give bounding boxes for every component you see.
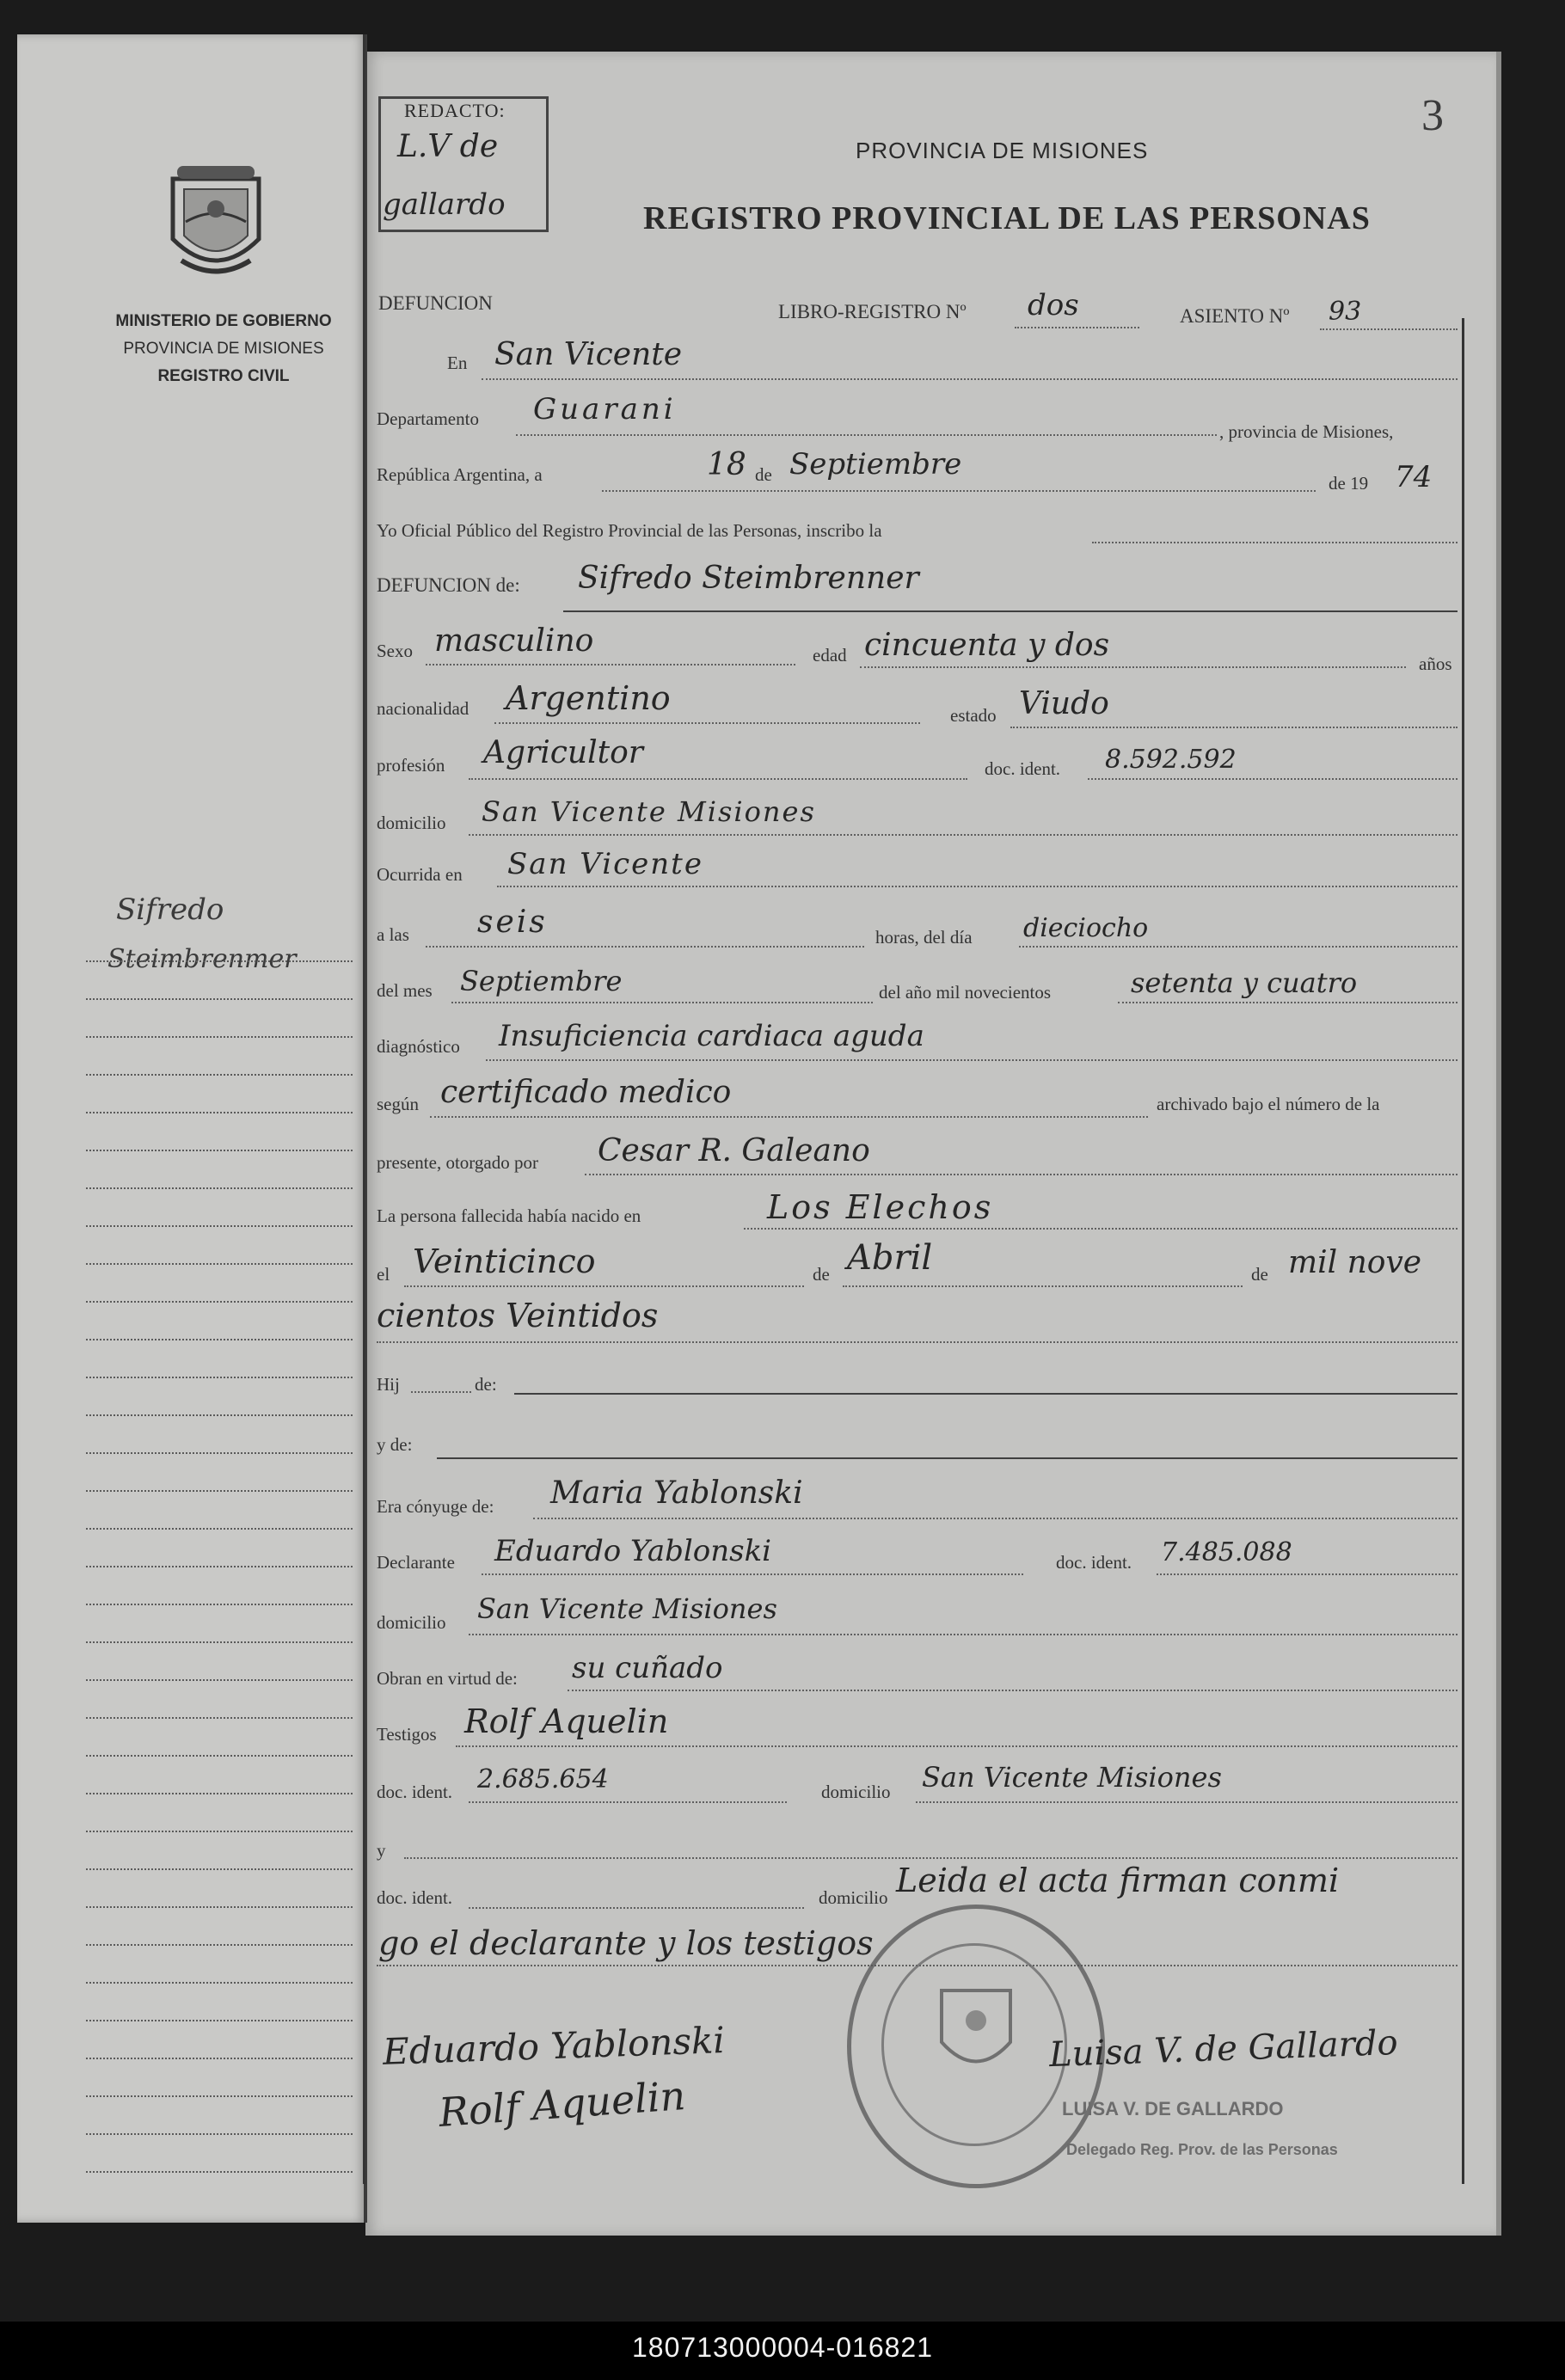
form-right-border [1462, 318, 1464, 2184]
hora-value: seis [477, 905, 548, 940]
ocurrida-dots [497, 886, 1458, 887]
testigo-doc-label: doc. ident. [377, 1782, 453, 1802]
page-number: 3 [1421, 91, 1444, 140]
dia-texto-dots [1019, 946, 1458, 948]
asiento-dots [1320, 328, 1458, 330]
sexo-label: Sexo [377, 641, 413, 661]
doc-ident-dots [1088, 778, 1458, 780]
estado-label: estado [950, 705, 997, 726]
diagnostico-value: Insuficiencia cardiaca aguda [499, 1019, 924, 1053]
testigo-domicilio-label: domicilio [821, 1782, 891, 1802]
testigo-doc-dots [469, 1801, 787, 1803]
nac-mes-dots [843, 1285, 1243, 1287]
mes-value: Septiembre [789, 447, 962, 482]
hij-label: Hij [377, 1374, 400, 1395]
nac-ano-value-1: mil nove [1288, 1245, 1422, 1280]
ocurrida-label: Ocurrida en [377, 864, 463, 885]
nac-ano-dots [377, 1341, 1458, 1343]
declarante-label: Declarante [377, 1552, 455, 1573]
nacido-en-value: Los Elechos [767, 1188, 994, 1226]
obran-label: Obran en virtud de: [377, 1668, 518, 1689]
conyuge-label: Era cónyuge de: [377, 1496, 494, 1517]
nacido-label: La persona fallecida había nacido en [377, 1205, 641, 1226]
nombre-rule [563, 610, 1458, 612]
domicilio-value: San Vicente Misiones [482, 795, 816, 828]
redacto-handwriting-2: gallardo [383, 187, 506, 222]
ocurrida-value: San Vicente [507, 847, 703, 881]
presente-label: presente, otorgado por [377, 1152, 538, 1173]
testigo-domicilio-dots [916, 1801, 1458, 1803]
archive-id: 180713000004-016821 [632, 2332, 933, 2363]
y-de-label: y de: [377, 1434, 413, 1455]
libro-value: dos [1028, 288, 1079, 322]
form-left-border [363, 34, 365, 2184]
stamp-name-text: LUISA V. DE GALLARDO [1062, 2098, 1284, 2119]
registry-title: REGISTRO PROVINCIAL DE LAS PERSONAS [643, 200, 1371, 236]
ano-muerte-value: setenta y cuatro [1131, 966, 1358, 999]
horas-label: horas, del día [875, 927, 973, 948]
nac-ano-value-2: cientos Veintidos [377, 1297, 659, 1334]
conyuge-value: Maria Yablonski [550, 1475, 803, 1511]
provincial-coat-of-arms-icon [160, 162, 272, 286]
y-de-rule [437, 1457, 1458, 1459]
segun-value: certificado medico [440, 1075, 732, 1110]
conyuge-dots [533, 1518, 1458, 1519]
hij-de-label: de: [475, 1374, 497, 1395]
nac-dia-value: Veinticinco [413, 1242, 596, 1280]
lugar-value: San Vicente [494, 337, 683, 372]
testigo-value: Rolf Aquelin [464, 1702, 669, 1740]
registry-label: REGISTRO CIVIL [157, 367, 290, 385]
yo-oficial-dots [1092, 542, 1458, 543]
declarante-domicilio-label: domicilio [377, 1612, 446, 1633]
declarante-domicilio-dots [469, 1634, 1458, 1635]
nacionalidad-label: nacionalidad [377, 698, 470, 719]
libro-label: LIBRO-REGISTRO Nº [778, 301, 967, 322]
departamento-value: Guarani [533, 392, 677, 426]
declarante-doc-dots [1157, 1573, 1458, 1575]
anos-label: años [1419, 653, 1452, 674]
fecha-dots [602, 490, 1316, 492]
y-dots [404, 1857, 1458, 1859]
signature-oficial: Luisa V. de Gallardo [1048, 2022, 1399, 2076]
hij-dots [411, 1391, 471, 1393]
testigo-doc-value: 2.685.654 [477, 1764, 609, 1794]
declarante-dots [482, 1573, 1023, 1575]
margin-name-first: Sifredo [116, 892, 224, 927]
testigo2-doc-label: doc. ident. [377, 1887, 453, 1908]
segun-label: según [377, 1094, 419, 1114]
archivado-label: archivado bajo el número de la [1157, 1094, 1380, 1114]
defuncion-de-label: DEFUNCION de: [377, 574, 520, 596]
profesion-dots [469, 778, 967, 780]
nombre-value: Sifredo Steimbrenner [578, 561, 919, 596]
nac-de-label-2: de [1251, 1264, 1268, 1285]
otorgado-dots [585, 1174, 1458, 1175]
diagnostico-label: diagnóstico [377, 1036, 460, 1057]
dia-value: 18 [707, 447, 746, 482]
left-caption [60, 308, 387, 390]
de-year-label: de 19 [1329, 473, 1369, 494]
nacionalidad-value: Argentino [506, 679, 671, 717]
en-dots [482, 378, 1458, 380]
leida-line-1: Leida el acta firman conmi [896, 1862, 1340, 1899]
leida-line-2: go el declarante y los testigos [378, 1924, 874, 1962]
diagnostico-dots [486, 1059, 1458, 1061]
margin-ruled-lines [86, 924, 353, 2173]
mes-muerte-value: Septiembre [460, 965, 623, 997]
el-label: el [377, 1264, 390, 1285]
ano-value: 74 [1395, 460, 1433, 494]
testigo2-doc-dots [469, 1907, 804, 1909]
estado-value: Viudo [1019, 686, 1109, 721]
a-las-label: a las [377, 924, 409, 945]
otorgado-por-value: Cesar R. Galeano [598, 1133, 870, 1169]
y-label: y [377, 1840, 386, 1861]
nacionalidad-dots [494, 722, 920, 724]
de-label: de [755, 464, 772, 485]
profesion-label: profesión [377, 755, 445, 776]
domicilio-label: domicilio [377, 813, 446, 833]
testigos-label: Testigos [377, 1724, 437, 1745]
nac-de-label-1: de [813, 1264, 830, 1285]
asiento-value: 93 [1329, 297, 1362, 327]
nac-mes-value: Abril [847, 1238, 933, 1278]
declarante-domicilio-value: San Vicente Misiones [477, 1592, 777, 1625]
redacto-label: REDACTO: [404, 100, 506, 121]
ministry-label: MINISTERIO DE GOBIERNO [115, 312, 332, 330]
testigo2-domicilio-label: domicilio [819, 1887, 888, 1908]
signature-testigo: Rolf Aquelin [437, 2072, 687, 2136]
declarante-value: Eduardo Yablonski [494, 1534, 772, 1568]
nacido-dots [744, 1228, 1458, 1230]
hora-dots [426, 946, 864, 948]
declarante-doc-value: 7.485.088 [1161, 1537, 1292, 1567]
declarante-doc-label: doc. ident. [1056, 1552, 1132, 1573]
ano-muerte-dots [1118, 1002, 1458, 1003]
edad-dots [860, 666, 1406, 668]
hij-de-rule [514, 1393, 1458, 1395]
defuncion-heading: DEFUNCION [378, 292, 493, 314]
del-ano-label: del año mil novecientos [879, 982, 1052, 1003]
margin-name-last: Steimbrenmer [107, 944, 297, 974]
mes-muerte-dots [451, 1002, 873, 1003]
sexo-value: masculino [434, 623, 594, 659]
asiento-label: ASIENTO Nº [1180, 305, 1290, 327]
doc-ident-value: 8.592.592 [1105, 745, 1237, 775]
nac-dia-dots [404, 1285, 804, 1287]
edad-label: edad [813, 645, 847, 666]
libro-dots [1015, 327, 1139, 328]
redacto-handwriting-1: L.V de [397, 129, 499, 164]
estado-dots [1010, 727, 1458, 728]
sexo-dots [426, 664, 795, 666]
en-label: En [447, 353, 468, 373]
edad-value: cincuenta y dos [864, 628, 1110, 663]
yo-oficial-text: Yo Oficial Público del Registro Provincial de las Personas, inscribo la [377, 520, 882, 541]
testigo-domicilio-value: San Vicente Misiones [922, 1761, 1222, 1794]
province-title: PROVINCIA DE MISIONES [856, 138, 1149, 163]
signature-declarante: Eduardo Yablonski [382, 2019, 726, 2073]
domicilio-dots [469, 834, 1458, 836]
obran-value: su cuñado [572, 1651, 723, 1685]
dia-texto-value: dieciocho [1023, 913, 1149, 943]
segun-dots [430, 1116, 1148, 1118]
departamento-label: Departamento [377, 408, 479, 429]
obran-dots [568, 1690, 1458, 1691]
republica-label: República Argentina, a [377, 464, 543, 485]
departamento-dots [516, 434, 1217, 436]
provincia-label: , provincia de Misiones, [1219, 421, 1394, 442]
doc-ident-label: doc. ident. [985, 758, 1061, 779]
testigo-dots [456, 1745, 1458, 1747]
profesion-value: Agricultor [483, 735, 643, 770]
province-label: PROVINCIA DE MISIONES [123, 340, 324, 358]
stamp-emblem-icon [933, 1982, 1019, 2085]
stamp-role-text: Delegado Reg. Prov. de las Personas [1066, 2141, 1338, 2158]
del-mes-label: del mes [377, 980, 433, 1001]
